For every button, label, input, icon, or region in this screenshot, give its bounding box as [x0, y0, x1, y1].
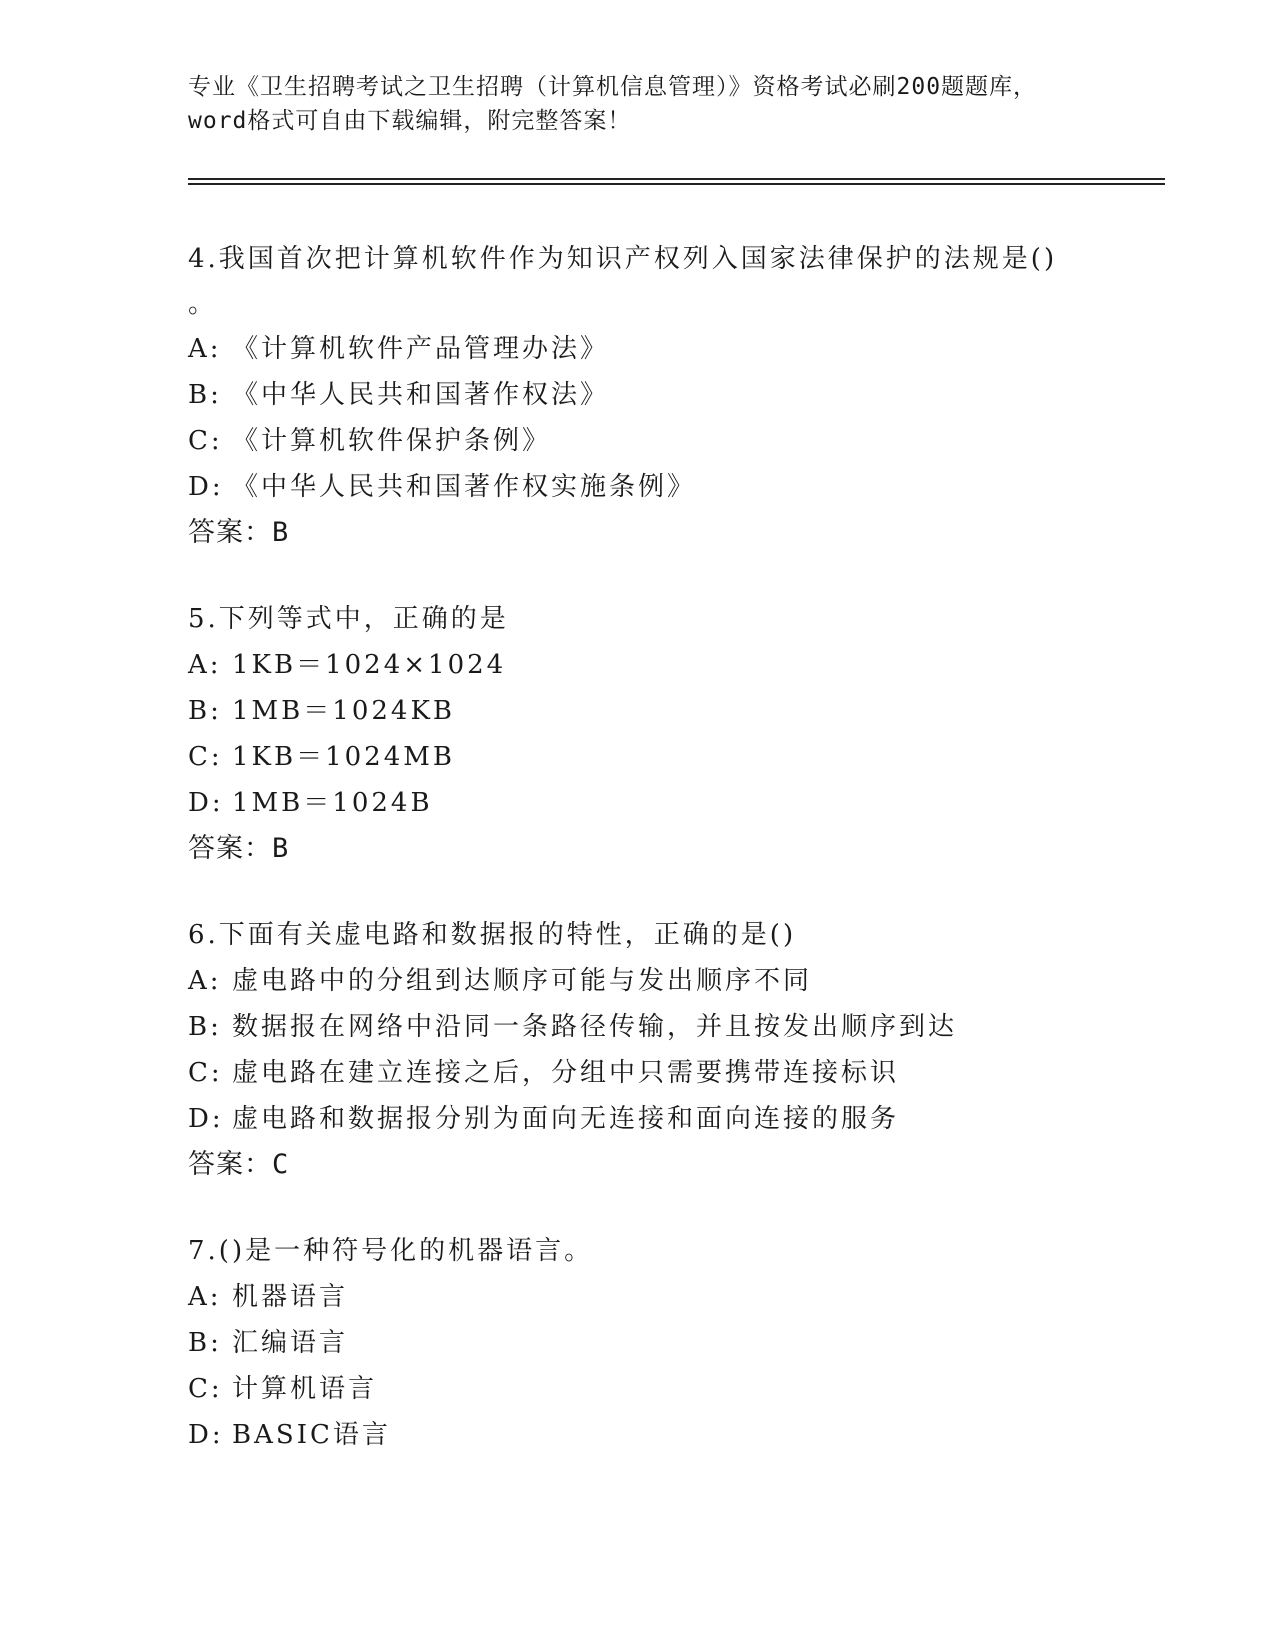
option-b [188, 1004, 1188, 1050]
option-text: 虚电路和数据报分别为面向无连接和面向连接的服务 [232, 1104, 900, 1134]
option-key: C: [188, 426, 223, 456]
question-5 [188, 596, 1188, 872]
option-key: D: [188, 1420, 224, 1450]
option-c [188, 734, 1188, 780]
option-key: D: [188, 1104, 224, 1134]
option-d [188, 780, 1188, 826]
option-a [188, 1274, 1188, 1320]
question-stem: 7.()是一种符号化的机器语言。 [188, 1236, 594, 1266]
header-divider-bottom [188, 183, 1165, 185]
question-stem: 4.我国首次把计算机软件作为知识产权列入国家法律保护的法规是() [188, 244, 1058, 274]
option-key: D: [188, 472, 224, 502]
option-key: A: [188, 1282, 222, 1312]
option-key: A: [188, 966, 222, 996]
question-7 [188, 1228, 1188, 1458]
option-key: C: [188, 742, 223, 772]
answer-line: 答案：B [188, 517, 290, 548]
question-stem: 5.下列等式中，正确的是 [188, 604, 509, 634]
option-text: 虚电路在建立连接之后，分组中只需要携带连接标识 [232, 1058, 900, 1088]
option-key: B: [188, 696, 222, 726]
answer-line: 答案：C [188, 1149, 290, 1180]
question-list [188, 236, 1188, 1458]
option-text: 虚电路中的分组到达顺序可能与发出顺序不同 [232, 966, 813, 996]
option-b [188, 372, 1188, 418]
option-c [188, 1366, 1188, 1412]
option-key: C: [188, 1374, 223, 1404]
option-d [188, 464, 1188, 510]
document-header [188, 70, 1088, 138]
question-stem: 6.下面有关虚电路和数据报的特性，正确的是() [188, 920, 797, 950]
option-text: BASIC语言 [232, 1420, 391, 1450]
option-key: C: [188, 1058, 223, 1088]
question-4 [188, 236, 1188, 556]
option-b [188, 688, 1188, 734]
option-text: 1KB＝1024MB [232, 742, 455, 772]
question-spacer [188, 872, 1188, 912]
option-a [188, 326, 1188, 372]
option-key: B: [188, 1328, 222, 1358]
question-spacer [188, 556, 1188, 596]
option-key: B: [188, 1012, 222, 1042]
option-text: 汇编语言 [232, 1328, 349, 1358]
answer-line: 答案：B [188, 833, 290, 864]
header-line-2: word格式可自由下载编辑，附完整答案！ [188, 108, 632, 134]
option-d [188, 1412, 1188, 1458]
option-c [188, 1050, 1188, 1096]
header-line-1: 专业《卫生招聘考试之卫生招聘（计算机信息管理）》资格考试必刷200题题库， [188, 74, 1038, 100]
option-text: 《中华人民共和国著作权实施条例》 [232, 472, 697, 502]
option-key: D: [188, 788, 224, 818]
question-6 [188, 912, 1188, 1188]
option-a [188, 958, 1188, 1004]
option-d [188, 1096, 1188, 1142]
option-key: A: [188, 650, 222, 680]
option-text: 1MB＝1024B [232, 788, 433, 818]
option-key: B: [188, 380, 222, 410]
question-spacer [188, 1188, 1188, 1228]
option-b [188, 1320, 1188, 1366]
option-c [188, 418, 1188, 464]
option-text: 《计算机软件保护条例》 [232, 426, 552, 456]
option-key: A: [188, 334, 222, 364]
option-text: 机器语言 [232, 1282, 349, 1312]
option-text: 《中华人民共和国著作权法》 [232, 380, 610, 410]
header-divider-top [188, 178, 1165, 180]
option-text: 数据报在网络中沿同一条路径传输，并且按发出顺序到达 [232, 1012, 958, 1042]
option-text: 《计算机软件产品管理办法》 [232, 334, 610, 364]
option-text: 1MB＝1024KB [232, 696, 455, 726]
question-stem-continuation: 。 [188, 289, 218, 319]
option-a [188, 642, 1188, 688]
option-text: 计算机语言 [232, 1374, 378, 1404]
option-text: 1KB＝1024×1024 [232, 650, 507, 680]
